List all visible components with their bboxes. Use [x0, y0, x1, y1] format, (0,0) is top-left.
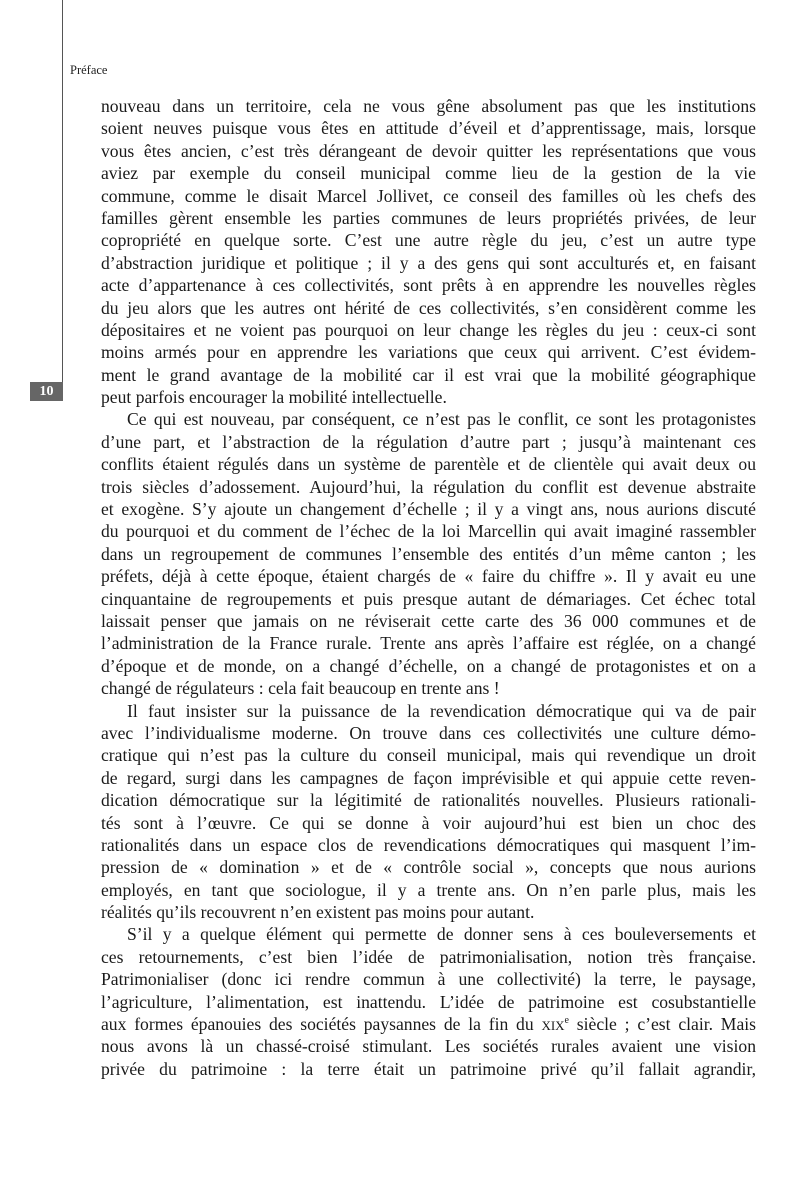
text-line: et exogène. S’y ajoute un changement d’échelle ; il y a vingt ans, nous aurions discuté — [101, 499, 756, 520]
text-line: copropriété en quelque sorte. C’est une autre règle du jeu, c’est un autre type — [101, 230, 756, 251]
text-line: cinquantaine de regroupements et puis presque autant de démariages. Cet échec total — [101, 588, 756, 609]
text-segment: siècle ; c’est clair. Mais — [569, 1014, 756, 1035]
running-head: Préface — [70, 63, 108, 77]
text-line: S’il y a quelque élément qui permette de donner sens à ces bouleversements et — [127, 924, 756, 945]
text-line: laissait penser que jamais on ne réviserait cette carte des 36 000 communes et de — [101, 610, 756, 631]
body-text — [101, 95, 756, 1080]
text-line: Patrimonialiser (donc ici rendre commun à une collectivité) la terre, le paysage, — [101, 969, 756, 990]
page-number: 10 — [30, 382, 63, 401]
text-line: de regard, surgi dans les campagnes de façon imprévisible et qui appuie cette reven- — [101, 767, 756, 788]
text-segment: aux formes épanouies des sociétés paysannes de la fin du — [101, 1014, 542, 1035]
text-line: employés, en tant que sociologue, il y a trente ans. On n’en parle plus, mais les — [101, 879, 756, 900]
text-line: trois siècles d’adossement. Aujourd’hui, la régulation du conflit est devenue abstraite — [101, 476, 756, 497]
text-line: nouveau dans un territoire, cela ne vous gêne absolument pas que les institutions — [101, 96, 756, 116]
text-line: dication démocratique sur la légitimité de rationalités nouvelles. Plusieurs rationali- — [101, 790, 756, 811]
text-line: tés sont à l’œuvre. Ce qui se donne à voir aujourd’hui est bien un choc des — [101, 812, 756, 833]
text-line: commune, comme le disait Marcel Jollivet, ce conseil des familles où les chefs des — [101, 185, 756, 206]
text-line: peut parfois encourager la mobilité intellectuelle. — [101, 387, 447, 408]
text-line — [101, 1013, 756, 1035]
text-line: du jeu alors que les autres ont hérité de ces collectivités, s’en considèrent comme les — [101, 297, 756, 318]
text-line: d’abstraction juridique et politique ; il y a des gens qui sont acculturés et, en faisant — [101, 252, 756, 273]
text-line: aviez par exemple du conseil municipal comme lieu de la gestion de la vie — [101, 163, 756, 184]
text-line: vous êtes ancien, c’est très dérangeant de devoir quitter les représentations que vous — [101, 140, 756, 161]
text-line: conflits étaient régulés dans un système de parentèle et de clientèle qui avait deux ou — [101, 454, 756, 475]
text-line: ces retournements, c’est bien l’idée de patrimonialisation, notion très française. — [101, 946, 756, 967]
text-line: dans un regroupement de communes l’ensemble des entités d’un même canton ; les — [101, 543, 756, 564]
text-line: acte d’appartenance à ces collectivités, sont prêts à en apprendre les nouvelles règles — [101, 275, 756, 296]
text-line: soient neuves puisque vous êtes en attitude d’éveil et d’apprentissage, mais, lorsque — [101, 118, 756, 139]
text-line: avec l’individualisme moderne. On trouve dans ces collectivités une culture démo- — [101, 722, 756, 743]
text-line: Ce qui est nouveau, par conséquent, ce n’est pas le conflit, ce sont les protagonistes — [127, 409, 756, 430]
text-line: familles gèrent ensemble les parties communes de leurs propriétés privées, de leur — [101, 207, 756, 228]
text-line: l’agriculture, l’alimentation, est inattendu. L’idée de patrimoine est cosubstantielle — [101, 991, 756, 1012]
text-line: pression de « domination » et de « contrôle social », concepts que nous aurions — [101, 857, 756, 878]
text-line: Il faut insister sur la puissance de la revendication démocratique qui va de pair — [127, 700, 756, 721]
text-line: changé de régulateurs : cela fait beaucoup en trente ans ! — [101, 678, 500, 699]
text-line: du pourquoi et du comment de l’échec de la loi Marcellin qui avait imaginé rassembler — [101, 521, 756, 542]
superscript: e — [564, 1015, 569, 1027]
text-line: cratique qui n’est pas la culture du conseil municipal, mais qui revendique un droit — [101, 745, 756, 766]
text-line: dépositaires et ne voient pas pourquoi on leur change les règles du jeu : ceux-ci sont — [101, 319, 756, 340]
text-line: réalités qu’ils recouvrent n’en existent pas moins pour autant. — [101, 902, 535, 923]
text-line: d’une part, et l’abstraction de la régulation d’autre part ; jusqu’à maintenant ces — [101, 431, 756, 452]
text-line: nous avons là un chassé-croisé stimulant. Les sociétés rurales avaient une vision — [101, 1036, 756, 1057]
text-line: moins armés pour en apprendre les variations que ceux qui arrivent. C’est évidem- — [101, 342, 756, 363]
roman-numeral: XIX — [541, 1018, 565, 1034]
text-line: l’administration de la France rurale. Trente ans après l’affaire est réglée, on a changé — [101, 633, 756, 654]
text-line: d’époque et de monde, on a changé d’échelle, on a changé de protagonistes et on a — [101, 655, 756, 676]
text-line: rationalités dans un espace clos de revendications démocratiques qui masquent l’im- — [101, 834, 756, 855]
margin-rule — [62, 0, 63, 382]
text-line: ment le grand avantage de la mobilité car il est vrai que la mobilité géographique — [101, 364, 756, 385]
text-line: préfets, déjà à cette époque, étaient chargés de « faire du chiffre ». Il y avait eu une — [101, 566, 756, 587]
text-line: privée du patrimoine : la terre était un patrimoine privé qu’il fallait agrandir, — [101, 1058, 756, 1079]
